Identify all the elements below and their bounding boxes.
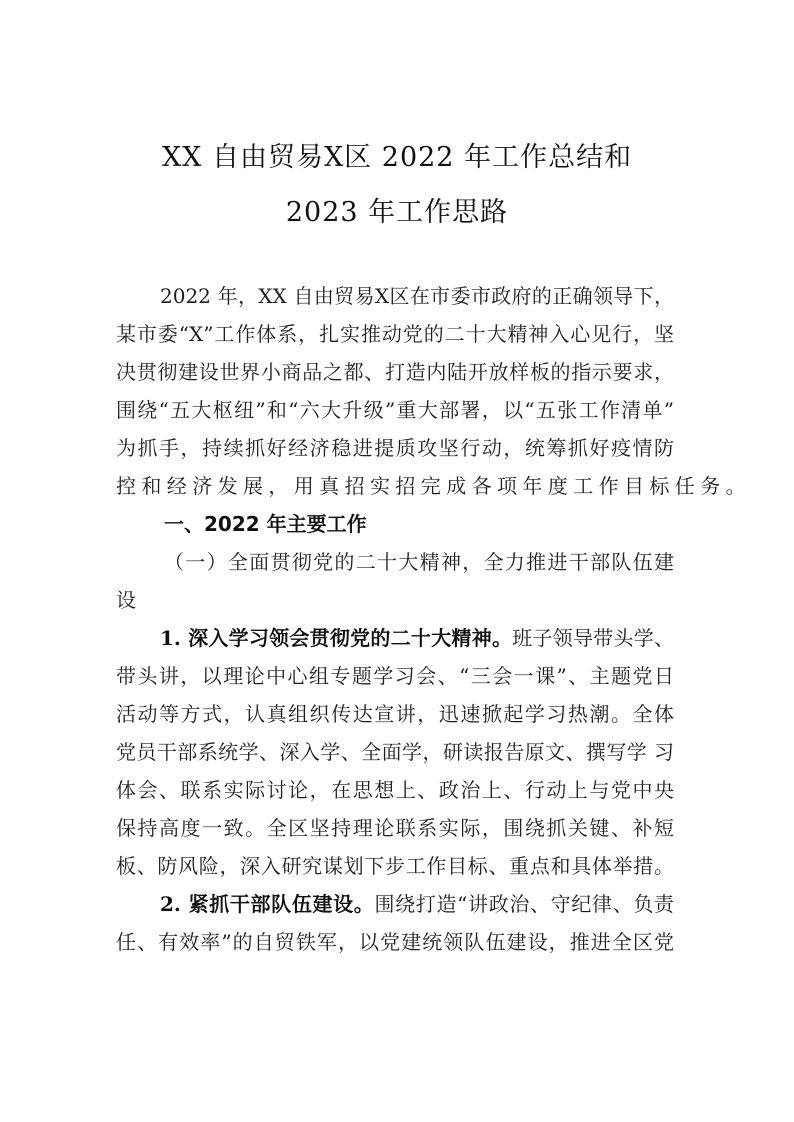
intro-paragraph-line: 决贯彻建设世界小商品之都、打造内陆开放样板的指示要求， [116, 360, 674, 384]
subsection-heading-line: 设 [116, 588, 142, 612]
item-1-line: 板、防风险，深入研究谋划下步工作目标、重点和具体举措。 [116, 854, 674, 878]
document-body [116, 277, 751, 961]
item-2-lead: 2. 紧抓干部队伍建设。 [160, 892, 375, 916]
intro-paragraph-line: 围绕“五大枢纽”和“六大升级”重大部署，以“五张工作清单” [116, 398, 674, 422]
document-title-line-1: XX 自由贸易X区 2022 年工作总结和 [161, 142, 633, 173]
intro-paragraph-line: 2022 年，XX 自由贸易X区在市委市政府的正确领导下， [160, 284, 674, 308]
item-2-first-line-rest: 围绕打造“讲政治、守纪律、负责 [374, 892, 674, 916]
intro-paragraph-line: 控和经济发展，用真招实招完成各项年度工作目标任务。 [116, 474, 751, 498]
subsection-heading-line: （一）全面贯彻党的二十大精神，全力推进干部队伍建 [164, 550, 674, 574]
item-1-line: 党员干部系统学、深入学、全面学，研读报告原文、撰写学 习 [116, 740, 674, 764]
intro-paragraph-line: 某市委“X”工作体系，扎实推动党的二十大精神入心见行，坚 [116, 322, 674, 346]
item-1-first-line-rest: 班子领导带头学、 [512, 626, 674, 650]
section-heading: 一、2022 年主要工作 [164, 512, 367, 536]
document-title-line-2: 2023 年工作思路 [285, 197, 509, 228]
item-1-first-line [116, 619, 674, 657]
item-1-line: 体会、联系实际讨论，在思想上、政治上、行动上与党中央 [116, 778, 674, 802]
item-1-lead: 1. 深入学习领会贯彻党的二十大精神。 [160, 626, 513, 650]
item-1-line: 带头讲，以理论中心组专题学习会、“三会一课”、主题党日 [116, 664, 674, 688]
item-2-first-line [116, 885, 674, 923]
item-2-line: 任、有效率”的自贸铁军，以党建统领队伍建设，推进全区党 [116, 930, 674, 954]
item-1-line: 活动等方式，认真组织传达宣讲，迅速掀起学习热潮。全体 [116, 702, 674, 726]
intro-paragraph-line: 为抓手，持续抓好经济稳进提质攻坚行动，统筹抓好疫情防 [116, 436, 674, 460]
item-1-line: 保持高度一致。全区坚持理论联系实际，围绕抓关键、补短 [116, 816, 674, 840]
